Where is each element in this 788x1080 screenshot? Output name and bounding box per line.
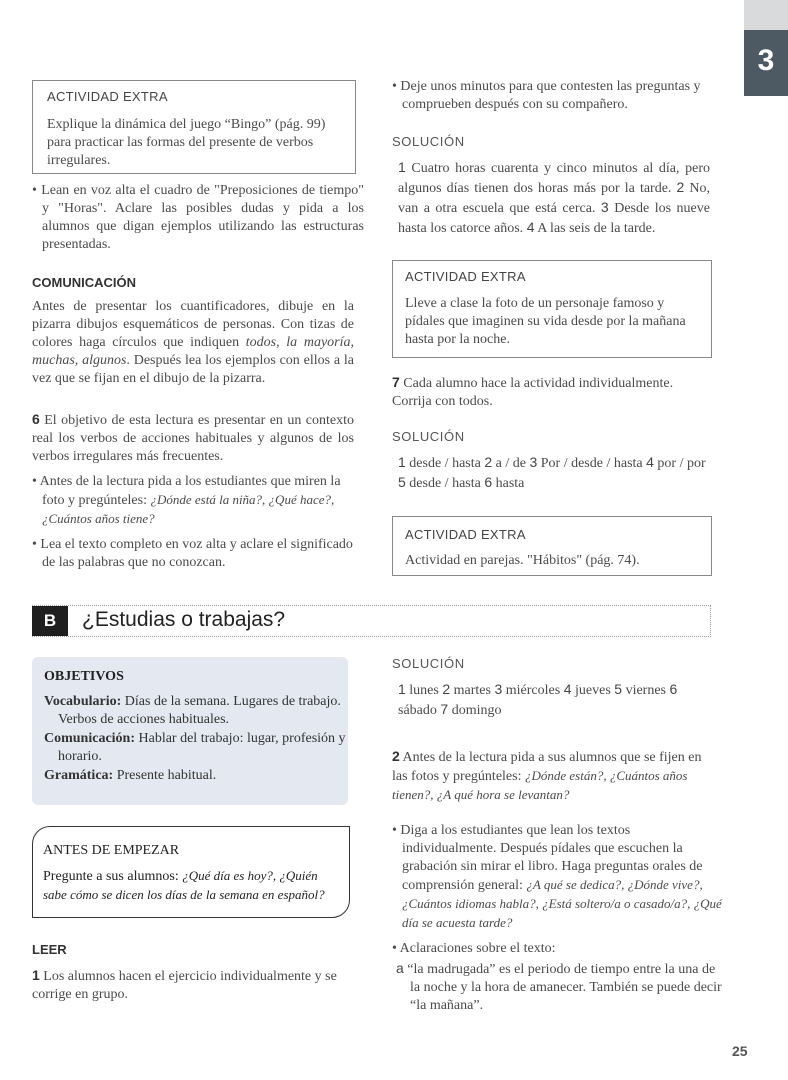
solution-title-2: SOLUCIÓN [392, 429, 465, 444]
listening-bullet: • Diga a los estudiantes que lean los textos individualmente. Después pídales que escuchen la grabación sin mirar el libro. Haga preguntas orales de comprensión general: ¿A qué se dedica?, ¿Dónde vive?, ¿Cuántos idiomas habla?, ¿Está soltero/a o casado/a?, ¿Qué día se acuesta tarde? [392, 823, 722, 930]
comunicacion-heading: COMUNICACIÓN [32, 275, 136, 290]
answer-time-bullet: • Deje unos minutos para que contesten las preguntas y comprueben después con su compañero. [392, 79, 701, 112]
solution-text-1: 1 Cuatro horas cuarenta y cinco minutos al día, pero algunos días tienen dos horas más por la tarde. 2 No, van a otra escuela que está cerca. 3 Desde los nueve hasta los catorce años. 4 A las seis de la tarde. [398, 159, 710, 236]
objetivos-vocab: Vocabulario: Días de la semana. Lugares de trabajo. Verbos de acciones habituales. [44, 694, 341, 727]
objetivos-comunicacion: Comunicación: Hablar del trabajo: lugar, profesión y horario. [44, 731, 346, 764]
prepositions-bullet: • Lean en voz alta el cuadro de "Preposiciones de tiempo" y "Horas". Aclare las posibles dudas y pida a los alumnos que digan ejemplos utilizando las estructuras presentadas. [32, 183, 364, 252]
extra-activity-title: ACTIVIDAD EXTRA [47, 89, 168, 104]
activity-6: 6 El objetivo de esta lectura es presentar en un contexto real los verbos de acciones habituales y algunos de los verbos irregulares más frecuentes. [32, 411, 355, 464]
activity-2: 2 Antes de la lectura pida a sus alumnos que se fijen en las fotos y pregúnteles: ¿Dónde están?, ¿Cuántos años tienen?, ¿A qué hora se levantan? [392, 748, 702, 802]
extra-activity-box-1 [32, 80, 356, 174]
page-number: 25 [732, 1043, 748, 1059]
aclaraciones-heading: • Aclaraciones sobre el texto: [392, 941, 556, 956]
extra-activity-text: Actividad en parejas. "Hábitos" (pág. 74). [405, 553, 640, 568]
leer-heading: LEER [32, 942, 67, 957]
solution-title-3: SOLUCIÓN [392, 656, 465, 671]
extra-activity-box-2 [392, 260, 712, 358]
comunicacion-text: Antes de presentar los cuantificadores, dibuje en la pizarra dibujos esquemáticos de personas. Con tizas de colores haga círculos que indiquen todos, la mayoría, muchas, algunos. Después lea los ejemplos con ellos a la vez que se fijan en el dibujo de la pizarra. [32, 299, 355, 386]
extra-activity-text: Lleve a clase la foto de un personaje famoso y pídales que imaginen su vida desde por la mañana hasta por la noche. [405, 296, 686, 347]
section-letter: B [32, 606, 68, 636]
objetivos-gramatica: Gramática: Presente habitual. [44, 768, 217, 783]
section-title: ¿Estudias o trabajas? [82, 608, 286, 631]
antes-text: Pregunte a sus alumnos: ¿Qué día es hoy?, ¿Quién sabe cómo se dicen los días de la semana en español? [43, 868, 325, 902]
solution-text-2: 1 desde / hasta 2 a / de 3 Por / desde / hasta 4 por / por 5 desde / hasta 6 hasta [398, 454, 706, 491]
solution-title-1: SOLUCIÓN [392, 134, 465, 149]
extra-activity-text: Explique la dinámica del juego “Bingo” (pág. 99) para practicar las formas del presente de verbos irregulares. [47, 117, 326, 168]
antes-de-empezar-box [32, 826, 350, 918]
read-aloud-bullet: • Lea el texto completo en voz alta y aclare el significado de las palabras que no conozcan. [32, 537, 353, 570]
activity-7: 7 Cada alumno hace la actividad individualmente. Corrija con todos. [392, 374, 674, 409]
photo-bullet: • Antes de la lectura pida a los estudiantes que miren la foto y pregúnteles: ¿Dónde está la niña?, ¿Qué hace?, ¿Cuántos años tiene? [32, 474, 341, 526]
chapter-number: 3 [757, 44, 775, 77]
extra-activity-title: ACTIVIDAD EXTRA [405, 269, 526, 284]
objetivos-title: OBJETIVOS [44, 669, 124, 684]
solution-text-3: 1 lunes 2 martes 3 miércoles 4 jueves 5 viernes 6 sábado 7 domingo [398, 681, 678, 718]
section-b-header [32, 605, 711, 637]
chapter-tab [744, 0, 788, 96]
objetivos-box [32, 657, 348, 805]
antes-title: ANTES DE EMPEZAR [43, 843, 180, 858]
aclaraciones-item-a: a “la madrugada” es el periodo de tiempo entre la una de la noche y la hora de amanecer. También se puede decir “la mañana”. [396, 960, 722, 1013]
extra-activity-title: ACTIVIDAD EXTRA [405, 527, 526, 542]
leer-activity-1: 1 Los alumnos hacen el ejercicio individualmente y se corrige en grupo. [32, 967, 337, 1002]
extra-activity-box-3 [392, 516, 712, 576]
